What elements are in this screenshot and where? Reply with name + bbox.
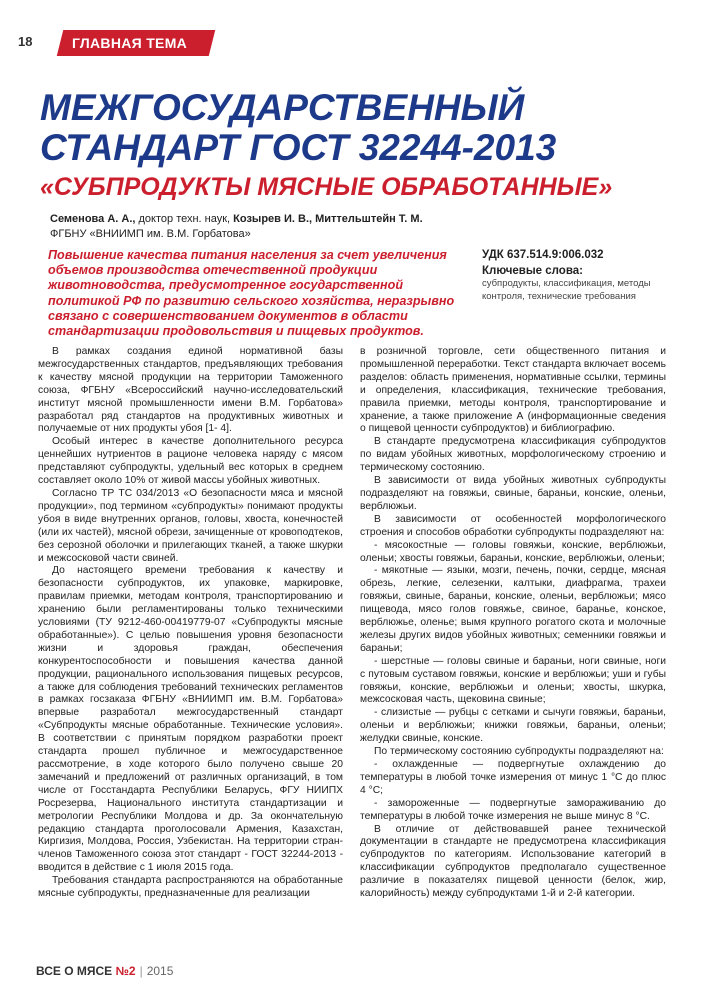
right-paragraph: По термическому состоянию субпродукты подразделяют на: (374, 746, 664, 758)
udc-box (482, 249, 682, 303)
page-number: 18 (18, 34, 33, 49)
footer-separator: | (139, 964, 143, 978)
right-paragraph: - замороженные — подвергнутые замораживанию до температуры в любой точке измерения не выше минус 8 °С. (360, 797, 666, 822)
right-column (360, 346, 666, 901)
keywords-title: Ключевые слова: (482, 265, 583, 277)
author-1-degree: доктор техн. наук, (135, 213, 234, 225)
keywords-text: субпродукты, классификация, методы контроля, технические требования (482, 278, 651, 302)
right-paragraph: В стандарте предусмотрена классификация субпродуктов по видам убойных животных, морфологическому строению и термическому состоянию. (360, 436, 666, 474)
lead-paragraph: Повышение качества питания населения за счет увеличения объемов производства отечественной продукции животноводства, предусмотренное государственной политикой РФ по развитию сельского хозяйства, неразрывно связано с совершенствованием документов в области стандартизации продовольствия и пищевых продуктов. (48, 248, 455, 339)
right-paragraph: - слизистые — рубцы с сетками и сычуги говяжьи, бараньи, оленьи и верблюжьи; книжки говяжьи, бараньи, оленьи; желудки свиные, конские. (360, 707, 666, 745)
right-paragraph: в розничной торговле, сети общественного питания и промышленной переработки. Текст стандарта включает восемь разделов: область применения, нормативные ссылки, термины и определения, классификация, технические требования, правила приемки, методы контроля, транспортирование и хранение, а также приложение А (информационные сведения о пищевой ценности субпродуктов) и библиографию. (360, 346, 666, 435)
left-column (38, 346, 343, 901)
issue-number: №2 (115, 964, 136, 978)
right-paragraph: - охлажденные — подвергнутые охлаждению до температуры в любой точке измерения от минус 1 °С до плюс 4 °С; (360, 759, 666, 796)
right-paragraph: - мясокостные — головы говяжьи, конские, верблюжьи, оленьи; хвосты говяжьи, бараньи, конские, верблюжьи, оленьи; (360, 539, 666, 564)
left-paragraph: Требования стандарта распространяются на обработанные мясные субпродукты, предназначенные для реализации (38, 875, 343, 900)
article-subtitle: «СУБПРОДУКТЫ МЯСНЫЕ ОБРАБОТАННЫЕ» (40, 173, 613, 201)
magazine-name: ВСЕ О МЯСЕ (36, 964, 113, 978)
right-paragraph: - мякотные — языки, мозги, печень, почки, сердце, мясная обрезь, легкие, селезенки, калтыки, диафрагма, трахеи говяжьи, свиные, бараньи, конские, оленьи, верблюжьи; мясо пищевода, мясо голов говяжье, свиное, баранье, конское, верблюжье, оленье; вымя крупного рогатого скота и молочные железы других видов убойных животных; семенники говяжьи и бараньи; (360, 565, 666, 654)
right-paragraph: В зависимости от вида убойных животных субпродукты подразделяют на говяжьи, свиные, бараньи, конские, оленьи, верблюжьи. (360, 475, 666, 512)
authors-line (50, 212, 670, 227)
right-paragraph: В зависимости от особенностей морфологического строения и способов обработки субпродукты подразделяют на: (360, 513, 666, 538)
author-2-3: Козырев И. В., Миттельштейн Т. М. (233, 213, 423, 225)
authors-block (50, 212, 670, 242)
right-paragraph: - шерстные — головы свиные и бараньи, ноги свиные, ноги с путовым суставом говяжьи, конские и верблюжьи; уши и губы говяжьи, конские, верблюжьи и оленьи; хвосты, шкурка, межсосковая часть, щековина свиные; (360, 655, 666, 706)
right-paragraph: В отличие от действовавшей ранее технической документации в стандарте не предусмотрена классификация субпродуктов по категориям. Использование категорий в классификации субпродуктов предполагало существенное различие в показателях пищевой ценности (белок, жир, калорийность) между субпродуктами 1-й и 2-й категории. (360, 823, 666, 900)
left-paragraph: Согласно ТР ТС 034/2013 «О безопасности мяса и мясной продукции», под термином «субпродукты» понимают продукты убоя в виде внутренних органов, головы, хвоста, конечностей (или их частей), мясной обрези, зачищенные от кровоподтеков, без серозной оболочки и прилегающих тканей, а также шкурки и межсосковой части свиней. (38, 487, 343, 564)
left-paragraph: До настоящего времени требования к качеству и безопасности субпродуктов, их упаковке, маркировке, правилам приемки, методам контроля, транспортированию и хранению были регламентированы только техническими условиями (ТУ 9212-460-00419779-07 «Субпродукты мясные обработанные»). С целью повышения уровня безопасности жизни и здоровья граждан, обеспечения конкурентоспособности и повышения качества данной продукции, рационального использования пищевых ресурсов, а также для соблюдения требований технических регламентов в рамках госзаказа ФГБНУ «ВНИИМП им. В.М. Горбатова» впервые разработал межгосударственный стандарт «Субпродукты мясные обработанные. Технические условия». В соответствии с принятым порядком разработки проект стандарта прошел публичное и межгосударственное рассмотрение, в ходе которого было получено свыше 20 замечаний и предложений от различных организаций, в том числе от Госстандарта Республики Беларусь, ФГУ НИИПХ Росрезерва, Национального института стандартизации и метрологии Республики Молдова и др. За окончательную редакцию стандарта проголосовали Армения, Казахстан, Киргизия, Молдова, Россия, Узбекистан. На территории стран-членов Таможенного союза этот стандарт - ГОСТ 32244-2013 - вводится в действие с 1 июля 2015 года. (38, 565, 343, 874)
left-paragraph: В рамках создания единой нормативной базы межгосударственных стандартов, предъявляющих требования к качеству мясной продукции на территории Таможенного союза, ФГБНУ «Всероссийский научно-исследовательский институт мясной промышленности имени В.М. Горбатова» разработал ряд стандартов на продуктивных животных и получаемые от них продукты убоя [1- 4]. (38, 346, 343, 435)
author-1: Семенова А. А., (50, 213, 136, 225)
article-title: МЕЖГОСУДАРСТВЕННЫЙ СТАНДАРТ ГОСТ 32244-2013 (40, 87, 557, 168)
footer (36, 964, 173, 978)
udc-code: УДК 637.514.9:006.032 (482, 249, 604, 261)
left-paragraph: Особый интерес в качестве дополнительного ресурса ценнейших нутриентов в рационе человека наряду с мясом представляют субпродукты, удельный вес которых в среднем составляет около 10% от живой массы убойных животных. (38, 436, 343, 487)
section-tag (57, 30, 215, 56)
section-tag-label: ГЛАВНАЯ ТЕМА (72, 35, 188, 51)
issue-year: 2015 (146, 964, 174, 978)
affiliation: ФГБНУ «ВНИИМП им. В.М. Горбатова» (50, 228, 251, 240)
